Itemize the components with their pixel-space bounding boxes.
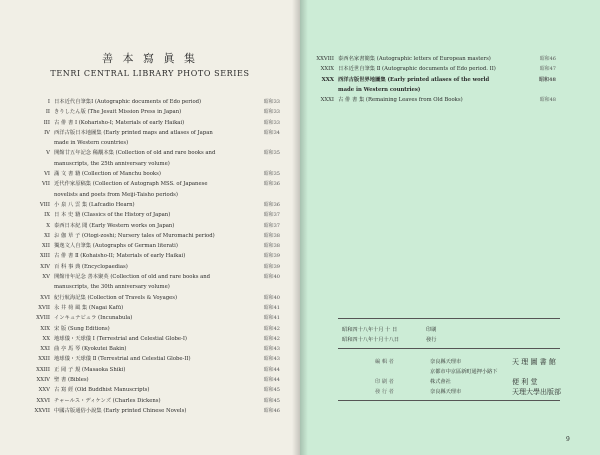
series-list-left	[22, 97, 280, 416]
imprint-role: 發 行 者	[375, 389, 394, 395]
date-label: 印刷	[426, 327, 437, 333]
series-entry	[22, 272, 280, 282]
imprint-name: 天 理 圖 書 館	[512, 358, 556, 366]
entry-title: 古 俳 書 Ⅱ (Kohaisho-II; Materials of early Haikai)	[54, 253, 186, 260]
entry-number: XXIII	[36, 366, 50, 373]
series-entry	[306, 95, 556, 105]
entry-year: 昭和43	[263, 356, 280, 363]
entry-year: 昭和38	[263, 232, 280, 239]
imprint-role: 編 輯 者	[375, 359, 394, 365]
series-entry	[22, 128, 280, 138]
series-entry	[22, 241, 280, 251]
entry-year: 昭和45	[263, 387, 280, 394]
entry-number: XIII	[39, 253, 50, 260]
entry-number: V	[46, 150, 50, 157]
series-entry	[306, 64, 556, 74]
date-label: 發行	[426, 337, 437, 343]
entry-title: 日本近世自筆集 Ⅱ (Autographic documents of Edo period. II)	[338, 66, 496, 73]
imprint-address: 奈良縣天理市	[430, 389, 462, 395]
entry-title: お 伽 草 子 (Otogi-zoshi; Nursery tales of Muromachi period)	[54, 232, 215, 239]
series-entry	[22, 159, 280, 169]
series-entry	[22, 231, 280, 241]
series-entry	[22, 107, 280, 117]
entry-title: 地球儀・天球儀 Ⅰ (Terrestrial and Celestial Globe-I)	[54, 335, 187, 342]
entry-number: XXVIII	[316, 56, 334, 62]
imprint-name: 天理大學出版部	[512, 388, 561, 396]
entry-number: XVIII	[36, 315, 50, 322]
entry-year: 昭和46	[263, 407, 280, 414]
entry-number: XIX	[40, 325, 50, 332]
entry-title: made in Western countries)	[338, 86, 421, 93]
entry-number: X	[46, 222, 50, 229]
series-entry	[22, 200, 280, 210]
series-entry	[306, 54, 556, 64]
series-entry	[22, 365, 280, 375]
entry-number: IV	[44, 129, 50, 136]
imprint-address: 京都市中京區新町通押小路下	[430, 369, 498, 375]
series-entry	[22, 221, 280, 231]
imprint-row	[375, 357, 561, 367]
entry-title: 獨逸文人自筆集 (Autographs of German literati)	[54, 243, 178, 250]
series-entry	[22, 118, 280, 128]
entry-title: manuscripts, the 25th anniversary volume)	[54, 160, 170, 167]
entry-year: 昭和33	[263, 99, 280, 105]
series-entry	[22, 251, 280, 261]
entry-year: 昭和41	[263, 304, 280, 311]
entry-title: 開館卅年記念 善本聚英 (Collection of old and rare books and	[54, 274, 211, 281]
divider-middle	[338, 348, 560, 349]
series-entry	[22, 262, 280, 272]
entry-number: XXI	[40, 346, 50, 353]
entry-year: 昭和33	[263, 109, 280, 116]
series-entry	[22, 169, 280, 179]
entry-title: 正 岡 子 規 (Masaoka Shiki)	[54, 366, 126, 373]
page-number: 9	[566, 436, 570, 443]
entry-year: 昭和42	[263, 325, 280, 332]
entry-title: 古 俳 書 Ⅰ (Koharisho-I; Materials of early Haikai)	[54, 119, 185, 126]
entry-number: XXV	[38, 387, 50, 394]
entry-title: 開館廿五年記念 稀覯本集 (Collection of old and rare books and	[54, 150, 216, 157]
series-title: 善 本 寫 眞 集	[102, 52, 198, 65]
entry-number: VI	[44, 171, 50, 178]
series-entry	[22, 97, 280, 107]
entry-number: XXII	[38, 356, 50, 363]
entry-title: 紀行航海記集 (Collection of Travels & Voyages)	[54, 294, 178, 301]
entry-number: VIII	[39, 201, 50, 208]
entry-title: 泰西日本紀 聞 (Early Western works on Japan)	[54, 222, 175, 229]
entry-title: 永 井 荷 風 集 (Nagai Kafū)	[54, 304, 124, 311]
imprint-address: 株式會社	[430, 379, 451, 385]
entry-year: 昭和45	[263, 397, 280, 404]
imprint-row	[375, 367, 561, 377]
entry-year: 昭和33	[263, 119, 280, 126]
entry-number: XXXI	[320, 97, 334, 104]
entry-title: 西洋古版世界地圖集 (Early printed atlases of the world	[338, 76, 490, 83]
series-entry	[306, 85, 556, 95]
entry-year: 昭和35	[263, 150, 280, 157]
imprint-block	[375, 357, 561, 397]
entry-title: 滿 文 書 籍 (Collection of Manchu books)	[54, 171, 161, 178]
entry-year: 昭和37	[263, 222, 280, 229]
entry-year: 昭和44	[263, 377, 280, 384]
entry-number: XII	[42, 243, 50, 250]
series-entry	[22, 179, 280, 189]
imprint-address: 奈良縣天理市	[430, 359, 462, 365]
series-entry	[22, 293, 280, 303]
entry-year: 昭和48	[539, 97, 556, 104]
entry-title: made in Western countries)	[54, 140, 129, 147]
entry-title: 日 本 史 籍 (Classics of the History of Japan)	[54, 212, 171, 219]
entry-year: 昭和41	[263, 315, 280, 322]
entry-number: II	[45, 109, 50, 116]
entry-year: 昭和39	[263, 253, 280, 260]
series-entry	[22, 210, 280, 220]
imprint-role: 印 刷 者	[375, 379, 394, 385]
entry-number: XXVII	[34, 407, 50, 414]
entry-number: XXVI	[36, 397, 50, 404]
imprint-row	[375, 377, 561, 387]
series-entry	[22, 385, 280, 395]
entry-title: インキュナビュラ (Incunabula)	[54, 315, 133, 322]
series-entry	[22, 282, 280, 292]
entry-number: XIV	[40, 263, 50, 270]
date-row	[342, 325, 436, 335]
entry-year: 昭和39	[263, 263, 280, 270]
entry-year: 昭和37	[263, 212, 280, 219]
entry-year: 昭和34	[263, 129, 280, 136]
date-value: 昭和四十八年十月十八日	[342, 337, 400, 343]
entry-number: XXX	[321, 76, 334, 83]
series-entry	[22, 190, 280, 200]
entry-year: 昭和42	[263, 335, 280, 342]
entry-title: 聖 書 (Bibles)	[54, 377, 89, 384]
entry-number: XV	[42, 274, 50, 281]
series-entry	[22, 313, 280, 323]
entry-number: XVII	[38, 304, 50, 311]
entry-number: XXIX	[320, 66, 334, 73]
entry-year: 昭和43	[263, 346, 280, 353]
imprint-role	[375, 367, 430, 377]
date-row	[342, 335, 436, 345]
entry-year: 昭和36	[263, 181, 280, 188]
entry-title: 曲 亭 馬 琴 (Kyokutei Bakin)	[54, 346, 127, 353]
entry-year: 昭和36	[263, 201, 280, 208]
series-entry	[22, 344, 280, 354]
entry-number: VII	[41, 181, 50, 188]
series-entry	[22, 334, 280, 344]
publication-dates	[342, 325, 436, 345]
entry-title: チャールス・ディケンズ (Charles Dickens)	[54, 397, 161, 404]
entry-title: 泰西名家書簡集 (Autographic letters of European masters)	[338, 56, 491, 62]
entry-title: きりしたん版 (The Jesuit Mission Press in Japan)	[54, 109, 182, 116]
entry-number: I	[47, 99, 50, 105]
series-subtitle: TENRI CENTRAL LIBRARY PHOTO SERIES	[50, 69, 250, 78]
entry-title: 百 科 事 典 (Encyclopaedias)	[54, 263, 128, 270]
entry-title: 古 寫 經 (Old Buddhist Manuscripts)	[54, 387, 150, 394]
entry-title: 日本近代自筆集Ⅰ (Autographic documents of Edo period)	[54, 99, 202, 105]
entry-year: 昭和44	[263, 366, 280, 373]
entry-year: 昭和38	[263, 243, 280, 250]
entry-title: 古 俳 書 集 (Remaining Leaves from Old Books)	[338, 97, 463, 104]
date-value: 昭和四十八年十月 十 日	[342, 327, 398, 333]
entry-title: 宋 版 (Sung Editions)	[54, 325, 110, 332]
series-entry	[22, 396, 280, 406]
entry-title: 地球儀・天球儀 Ⅱ (Terrestrial and Celestial Globe-II)	[54, 356, 191, 363]
series-entry	[22, 303, 280, 313]
entry-year: 昭和35	[263, 171, 280, 178]
divider-top	[338, 318, 560, 319]
series-entry	[22, 138, 280, 148]
entry-title: manuscripts, the 30th anniversary volume)	[54, 284, 170, 291]
entry-year: 昭和47	[539, 66, 556, 73]
entry-title: 近代作家原稿集 (Collection of Autograph MSS. of Japanese	[54, 181, 208, 188]
entry-number: XI	[44, 232, 50, 239]
entry-year: 昭和40	[263, 294, 280, 301]
series-entry	[22, 354, 280, 364]
entry-number: XXIV	[36, 377, 50, 384]
series-entry	[306, 75, 556, 85]
entry-year: 昭和46	[539, 56, 556, 62]
series-entry	[22, 375, 280, 385]
entry-title: 西洋古版日本地圖集 (Early printed maps and atlases of Japan	[54, 129, 213, 136]
entry-title: 小 泉 八 雲 集 (Lafcadio Hearn)	[54, 201, 135, 208]
divider-bottom	[338, 400, 560, 401]
entry-title: 中國古版通俗小說集 (Early printed Chinese Novels)	[54, 407, 187, 414]
series-entry	[22, 324, 280, 334]
imprint-name: 便 利 堂	[512, 378, 538, 386]
entry-number: XVI	[40, 294, 50, 301]
series-entry	[22, 148, 280, 158]
series-list-right	[306, 54, 556, 105]
entry-year: 昭和40	[263, 274, 280, 281]
series-entry	[22, 406, 280, 416]
entry-number: IX	[44, 212, 50, 219]
entry-year: 昭和48	[539, 76, 556, 83]
entry-title: novelists and poets from Meiji-Taisho periods)	[54, 191, 178, 198]
imprint-row	[375, 387, 561, 397]
entry-number: III	[43, 119, 50, 126]
entry-number: XX	[42, 335, 50, 342]
